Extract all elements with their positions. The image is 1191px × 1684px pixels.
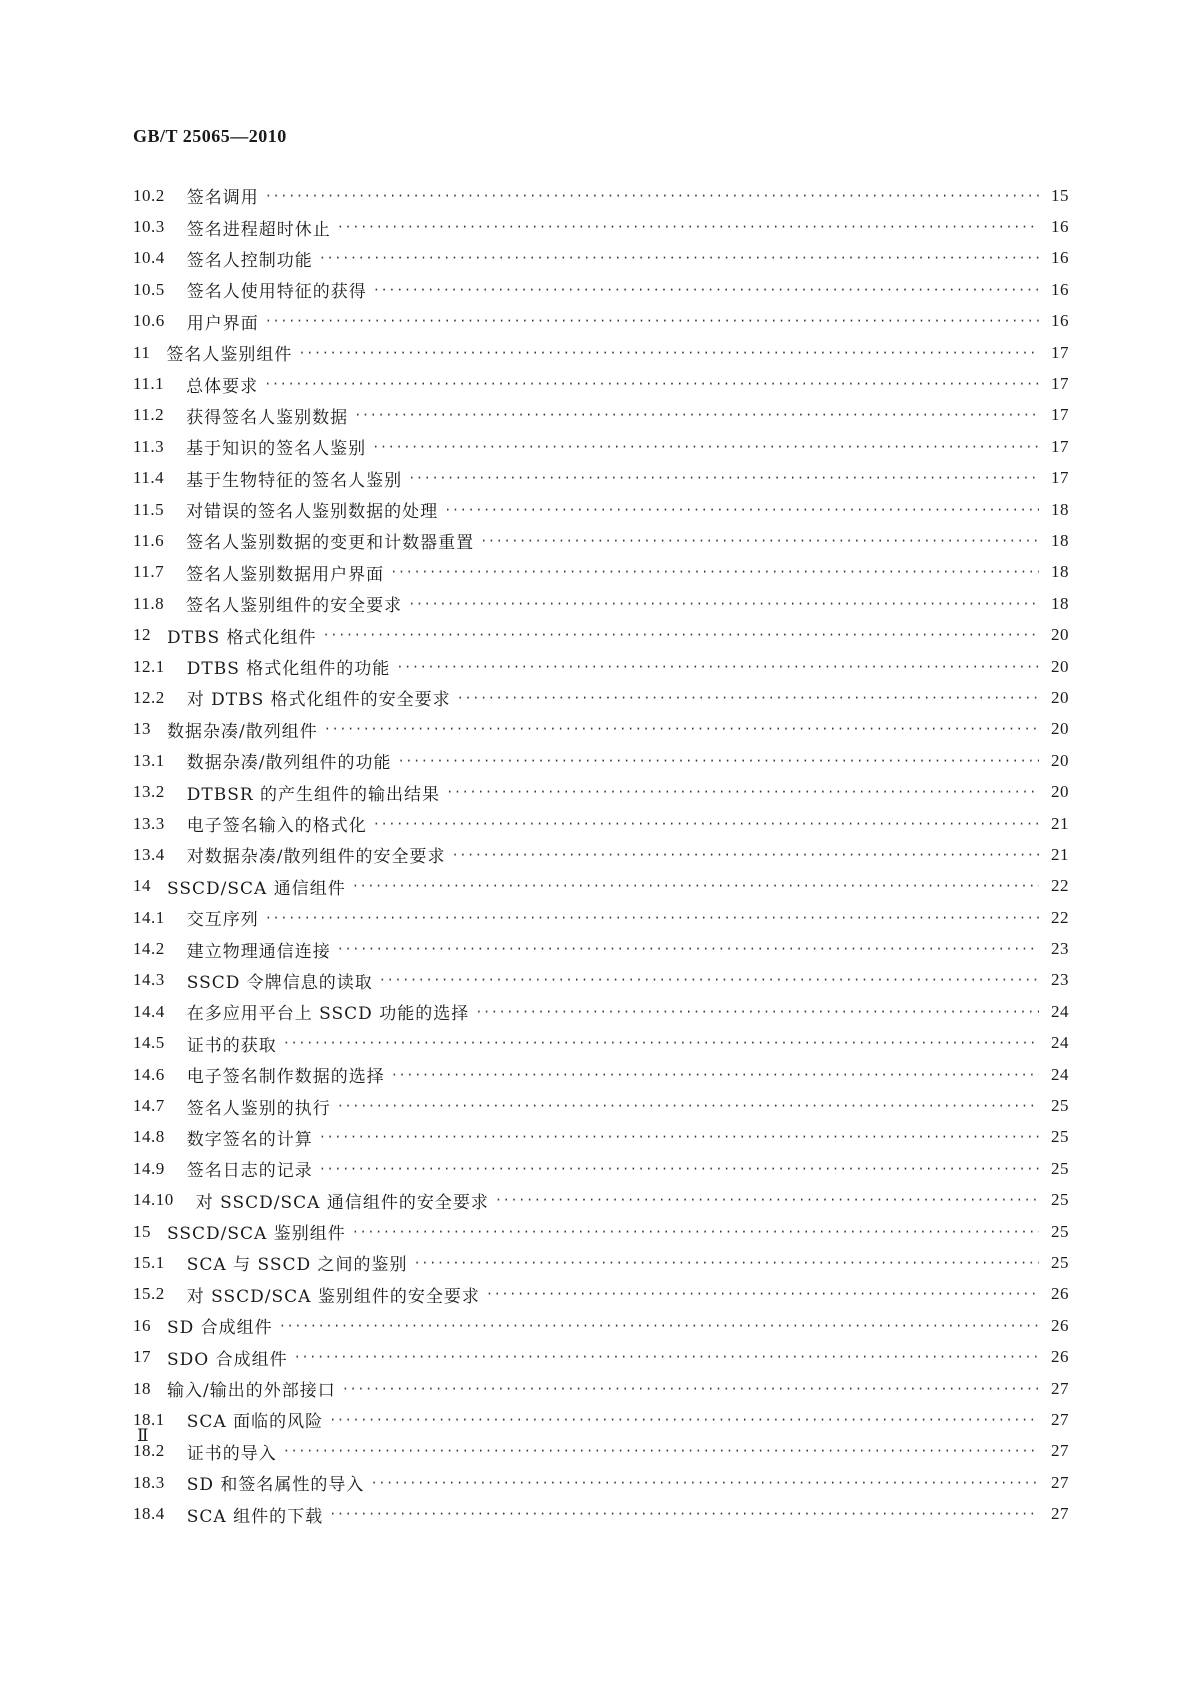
toc-entry-title: 总体要求 bbox=[186, 376, 259, 397]
toc-dot-leader bbox=[379, 970, 1039, 990]
toc-entry-number: 12 bbox=[133, 625, 151, 645]
toc-entry-page: 20 bbox=[1051, 719, 1069, 739]
toc-entry-title: 数字签名的计算 bbox=[186, 1129, 313, 1150]
toc-dot-leader bbox=[323, 625, 1039, 645]
toc-entry[interactable] bbox=[133, 1404, 1069, 1435]
toc-entry[interactable] bbox=[133, 1028, 1069, 1059]
toc-entry-title: SD 和签名属性的导入 bbox=[186, 1475, 365, 1496]
toc-dot-leader bbox=[451, 845, 1039, 865]
toc-entry-page: 25 bbox=[1051, 1158, 1069, 1178]
toc-dot-leader bbox=[391, 1065, 1039, 1085]
toc-entry-number: 14.9 bbox=[133, 1158, 165, 1178]
toc-entry-title: 证书的导入 bbox=[186, 1443, 277, 1464]
toc-entry[interactable] bbox=[133, 1279, 1069, 1310]
toc-entry-title: 对错误的签名人鉴别数据的处理 bbox=[186, 502, 439, 523]
toc-entry-title: 签名人鉴别数据的变更和计数器重置 bbox=[186, 533, 475, 554]
toc-entry[interactable] bbox=[133, 1467, 1069, 1498]
toc-dot-leader bbox=[342, 1379, 1039, 1399]
toc-entry[interactable] bbox=[133, 1247, 1069, 1278]
toc-entry-number: 18.1 bbox=[133, 1409, 165, 1429]
toc-entry-title: 对 SSCD/SCA 鉴别组件的安全要求 bbox=[186, 1286, 480, 1307]
toc-entry-number: 12.2 bbox=[133, 687, 165, 707]
toc-dot-leader bbox=[372, 437, 1039, 457]
toc-entry-page: 15 bbox=[1051, 185, 1069, 205]
toc-entry-title: 签名人鉴别组件的安全要求 bbox=[186, 596, 403, 617]
toc-entry[interactable] bbox=[133, 745, 1069, 776]
toc-entry-number: 14.10 bbox=[133, 1190, 174, 1210]
toc-entry-title: 电子签名制作数据的选择 bbox=[186, 1067, 385, 1088]
toc-entry-title: 对 DTBS 格式化组件的安全要求 bbox=[186, 690, 451, 711]
toc-entry-page: 22 bbox=[1051, 907, 1069, 927]
toc-dot-leader bbox=[352, 876, 1039, 896]
toc-entry-page: 17 bbox=[1051, 436, 1069, 456]
toc-entry-title: 用户界面 bbox=[186, 313, 259, 334]
toc-dot-leader bbox=[279, 1316, 1039, 1336]
toc-entry-page: 16 bbox=[1051, 217, 1069, 237]
toc-entry[interactable] bbox=[133, 871, 1069, 902]
toc-entry-number: 10.2 bbox=[133, 185, 165, 205]
toc-entry-page: 20 bbox=[1051, 625, 1069, 645]
toc-entry-number: 11.7 bbox=[133, 562, 165, 582]
toc-entry-title: 签名人控制功能 bbox=[186, 250, 313, 271]
toc-entry-number: 11 bbox=[133, 342, 151, 362]
table-of-contents bbox=[133, 180, 1069, 1530]
toc-entry-title: 签名日志的记录 bbox=[186, 1161, 313, 1182]
toc-entry-title: 电子签名输入的格式化 bbox=[186, 816, 367, 836]
toc-dot-leader bbox=[283, 1441, 1039, 1461]
toc-entry-title: 签名人使用特征的获得 bbox=[186, 282, 367, 303]
toc-entry[interactable] bbox=[133, 274, 1069, 305]
toc-entry[interactable] bbox=[133, 1185, 1069, 1216]
toc-entry-number: 11.6 bbox=[133, 530, 165, 550]
toc-entry[interactable] bbox=[133, 368, 1069, 399]
toc-dot-leader bbox=[319, 248, 1039, 268]
toc-entry-number: 11.3 bbox=[133, 436, 165, 456]
toc-entry[interactable] bbox=[133, 400, 1069, 431]
toc-entry-page: 24 bbox=[1051, 1064, 1069, 1084]
toc-entry-page: 22 bbox=[1051, 876, 1069, 896]
toc-entry[interactable] bbox=[133, 1122, 1069, 1153]
toc-entry-page: 16 bbox=[1051, 311, 1069, 331]
toc-entry-number: 18.4 bbox=[133, 1504, 165, 1524]
toc-entry-title: SDO 合成组件 bbox=[167, 1349, 288, 1370]
toc-entry-number: 11.8 bbox=[133, 593, 165, 613]
toc-dot-leader bbox=[408, 468, 1039, 488]
toc-entry-title: DTBS 格式化组件的功能 bbox=[186, 659, 391, 680]
toc-entry-number: 15.1 bbox=[133, 1252, 165, 1272]
toc-entry-title: 在多应用平台上 SSCD 功能的选择 bbox=[186, 1004, 470, 1025]
toc-entry-title: 对数据杂凑/散列组件的安全要求 bbox=[186, 847, 446, 868]
toc-entry[interactable] bbox=[133, 933, 1069, 964]
toc-entry-page: 27 bbox=[1051, 1504, 1069, 1524]
document-code-header: GB/T 25065—2010 bbox=[133, 126, 287, 146]
toc-entry-title: SSCD 令牌信息的读取 bbox=[186, 972, 373, 993]
toc-entry-page: 18 bbox=[1051, 562, 1069, 582]
toc-entry-page: 21 bbox=[1051, 844, 1069, 864]
toc-dot-leader bbox=[457, 688, 1039, 708]
toc-entry-title: 获得签名人鉴别数据 bbox=[186, 407, 349, 428]
toc-entry-page: 17 bbox=[1051, 342, 1069, 362]
toc-entry-page: 23 bbox=[1051, 939, 1069, 959]
toc-entry[interactable] bbox=[133, 776, 1069, 807]
toc-entry[interactable] bbox=[133, 996, 1069, 1027]
toc-entry-page: 26 bbox=[1051, 1315, 1069, 1335]
toc-entry-page: 16 bbox=[1051, 279, 1069, 299]
toc-entry-number: 13.1 bbox=[133, 750, 165, 770]
toc-dot-leader bbox=[397, 751, 1039, 771]
toc-entry-number: 11.4 bbox=[133, 468, 165, 488]
toc-dot-leader bbox=[265, 908, 1039, 928]
toc-entry-number: 12.1 bbox=[133, 656, 165, 676]
toc-dot-leader bbox=[486, 1284, 1039, 1304]
toc-dot-leader bbox=[408, 594, 1039, 614]
toc-entry-number: 10.6 bbox=[133, 311, 165, 331]
toc-entry[interactable] bbox=[133, 839, 1069, 870]
toc-entry-title: 签名人鉴别的执行 bbox=[186, 1098, 331, 1119]
toc-dot-leader bbox=[319, 1159, 1039, 1179]
toc-dot-leader bbox=[354, 405, 1039, 425]
toc-dot-leader bbox=[294, 1347, 1039, 1367]
toc-dot-leader bbox=[414, 1253, 1039, 1273]
toc-entry-page: 20 bbox=[1051, 687, 1069, 707]
toc-entry-title: SCA 与 SSCD 之间的鉴别 bbox=[186, 1255, 408, 1276]
toc-entry-title: SCA 组件的下载 bbox=[186, 1506, 324, 1527]
toc-entry-number: 14.8 bbox=[133, 1127, 165, 1147]
toc-entry-number: 14.4 bbox=[133, 1001, 165, 1021]
toc-entry-number: 11.5 bbox=[133, 499, 165, 519]
toc-entry-title: 数据杂凑/散列组件的功能 bbox=[186, 753, 392, 774]
toc-dot-leader bbox=[475, 1002, 1039, 1022]
toc-entry[interactable] bbox=[133, 1310, 1069, 1341]
toc-entry-number: 13.2 bbox=[133, 782, 165, 802]
toc-entry-page: 18 bbox=[1051, 530, 1069, 550]
toc-entry-number: 15.2 bbox=[133, 1284, 165, 1304]
toc-entry-title: 签名调用 bbox=[186, 188, 259, 209]
toc-entry-number: 10.5 bbox=[133, 279, 165, 299]
page-number: Ⅱ bbox=[137, 1426, 149, 1445]
toc-entry-title: SSCD/SCA 鉴别组件 bbox=[167, 1224, 346, 1245]
toc-entry-number: 14.5 bbox=[133, 1033, 165, 1053]
toc-entry-number: 18.3 bbox=[133, 1472, 165, 1492]
toc-entry-number: 17 bbox=[133, 1347, 151, 1367]
toc-entry-page: 25 bbox=[1051, 1221, 1069, 1241]
toc-dot-leader bbox=[396, 657, 1039, 677]
toc-entry[interactable] bbox=[133, 902, 1069, 933]
toc-entry[interactable] bbox=[133, 306, 1069, 337]
toc-dot-leader bbox=[337, 939, 1039, 959]
toc-entry[interactable] bbox=[133, 1341, 1069, 1372]
toc-dot-leader bbox=[352, 1222, 1039, 1242]
toc-entry-page: 25 bbox=[1051, 1190, 1069, 1210]
toc-entry-number: 11.2 bbox=[133, 405, 165, 425]
toc-entry-number: 13 bbox=[133, 719, 151, 739]
toc-entry-number: 11.1 bbox=[133, 374, 165, 394]
toc-entry-page: 26 bbox=[1051, 1347, 1069, 1367]
toc-entry-page: 25 bbox=[1051, 1127, 1069, 1147]
toc-entry[interactable] bbox=[133, 808, 1069, 839]
toc-dot-leader bbox=[480, 531, 1039, 551]
toc-dot-leader bbox=[337, 217, 1039, 237]
toc-entry-number: 10.3 bbox=[133, 217, 165, 237]
toc-entry-number: 18.2 bbox=[133, 1441, 165, 1461]
toc-entry[interactable] bbox=[133, 714, 1069, 745]
toc-entry-number: 14.3 bbox=[133, 970, 165, 990]
toc-entry[interactable] bbox=[133, 463, 1069, 494]
toc-entry-title: 对 SSCD/SCA 通信组件的安全要求 bbox=[195, 1192, 489, 1213]
toc-entry-page: 27 bbox=[1051, 1378, 1069, 1398]
toc-entry-page: 17 bbox=[1051, 468, 1069, 488]
toc-dot-leader bbox=[283, 1033, 1039, 1053]
toc-entry-title: DTBS 格式化组件 bbox=[167, 627, 317, 648]
toc-entry-title: 签名人鉴别数据用户界面 bbox=[186, 564, 385, 585]
toc-entry-title: SD 合成组件 bbox=[167, 1318, 273, 1339]
toc-entry-page: 17 bbox=[1051, 374, 1069, 394]
toc-entry-page: 24 bbox=[1051, 1033, 1069, 1053]
toc-entry-title: 签名进程超时休止 bbox=[186, 219, 331, 240]
toc-dot-leader bbox=[444, 500, 1039, 520]
toc-entry[interactable] bbox=[133, 494, 1069, 525]
toc-entry-page: 20 bbox=[1051, 656, 1069, 676]
toc-entry[interactable] bbox=[133, 557, 1069, 588]
toc-entry-page: 21 bbox=[1051, 813, 1069, 833]
toc-entry-number: 13.4 bbox=[133, 844, 165, 864]
toc-entry-number: 10.4 bbox=[133, 248, 165, 268]
toc-dot-leader bbox=[329, 1410, 1039, 1430]
toc-entry-page: 26 bbox=[1051, 1284, 1069, 1304]
toc-entry-page: 25 bbox=[1051, 1252, 1069, 1272]
toc-entry[interactable] bbox=[133, 1059, 1069, 1090]
toc-entry[interactable] bbox=[133, 431, 1069, 462]
toc-entry[interactable] bbox=[133, 965, 1069, 996]
toc-entry-title: DTBSR 的产生组件的输出结果 bbox=[186, 784, 441, 805]
toc-entry-page: 27 bbox=[1051, 1472, 1069, 1492]
toc-entry-page: 16 bbox=[1051, 248, 1069, 268]
toc-dot-leader bbox=[265, 311, 1039, 331]
toc-entry[interactable] bbox=[133, 1090, 1069, 1121]
toc-entry-page: 17 bbox=[1051, 405, 1069, 425]
toc-entry[interactable] bbox=[133, 1436, 1069, 1467]
toc-entry-number: 14 bbox=[133, 876, 151, 896]
toc-entry-page: 27 bbox=[1051, 1409, 1069, 1429]
toc-entry-title: SSCD/SCA 通信组件 bbox=[167, 878, 346, 899]
toc-dot-leader bbox=[390, 562, 1039, 582]
toc-entry-page: 20 bbox=[1051, 782, 1069, 802]
toc-entry[interactable] bbox=[133, 1373, 1069, 1404]
toc-entry-title: 建立物理通信连接 bbox=[186, 941, 331, 962]
toc-entry[interactable] bbox=[133, 1153, 1069, 1184]
toc-entry[interactable] bbox=[133, 651, 1069, 682]
toc-entry[interactable] bbox=[133, 1498, 1069, 1529]
toc-dot-leader bbox=[265, 186, 1039, 206]
toc-dot-leader bbox=[373, 814, 1039, 834]
toc-entry-number: 14.6 bbox=[133, 1064, 165, 1084]
toc-entry-page: 18 bbox=[1051, 499, 1069, 519]
toc-entry[interactable] bbox=[133, 619, 1069, 650]
toc-entry-title: 基于生物特征的签名人鉴别 bbox=[186, 470, 403, 491]
toc-entry-number: 14.2 bbox=[133, 939, 165, 959]
toc-entry-page: 20 bbox=[1051, 750, 1069, 770]
toc-entry-page: 18 bbox=[1051, 593, 1069, 613]
toc-dot-leader bbox=[373, 280, 1039, 300]
toc-dot-leader bbox=[370, 1473, 1039, 1493]
toc-dot-leader bbox=[319, 1127, 1039, 1147]
toc-entry-number: 15 bbox=[133, 1221, 151, 1241]
toc-dot-leader bbox=[446, 782, 1039, 802]
toc-entry[interactable] bbox=[133, 243, 1069, 274]
toc-entry-title: SCA 面临的风险 bbox=[186, 1412, 324, 1433]
toc-entry[interactable] bbox=[133, 180, 1069, 211]
toc-entry-number: 18 bbox=[133, 1378, 151, 1398]
toc-entry[interactable] bbox=[133, 525, 1069, 556]
toc-entry-page: 25 bbox=[1051, 1096, 1069, 1116]
toc-entry[interactable] bbox=[133, 682, 1069, 713]
toc-entry-number: 13.3 bbox=[133, 813, 165, 833]
toc-dot-leader bbox=[264, 374, 1039, 394]
toc-entry-title: 交互序列 bbox=[186, 910, 259, 931]
toc-entry[interactable] bbox=[133, 1216, 1069, 1247]
toc-entry-page: 27 bbox=[1051, 1441, 1069, 1461]
toc-entry-title: 输入/输出的外部接口 bbox=[167, 1381, 336, 1402]
toc-entry[interactable] bbox=[133, 211, 1069, 242]
toc-entry-title: 基于知识的签名人鉴别 bbox=[186, 439, 367, 460]
toc-entry-title: 数据杂凑/散列组件 bbox=[167, 721, 318, 742]
toc-dot-leader bbox=[337, 1096, 1039, 1116]
toc-entry-number: 16 bbox=[133, 1315, 151, 1335]
toc-entry-title: 证书的获取 bbox=[186, 1035, 277, 1056]
toc-entry-page: 24 bbox=[1051, 1001, 1069, 1021]
toc-dot-leader bbox=[495, 1190, 1039, 1210]
toc-entry-title: 签名人鉴别组件 bbox=[166, 345, 293, 366]
toc-entry-number: 14.7 bbox=[133, 1096, 165, 1116]
toc-entry[interactable] bbox=[133, 337, 1069, 368]
toc-entry-page: 23 bbox=[1051, 970, 1069, 990]
toc-dot-leader bbox=[298, 343, 1039, 363]
toc-entry-number: 14.1 bbox=[133, 907, 165, 927]
toc-dot-leader bbox=[329, 1504, 1039, 1524]
toc-entry[interactable] bbox=[133, 588, 1069, 619]
toc-dot-leader bbox=[324, 719, 1039, 739]
